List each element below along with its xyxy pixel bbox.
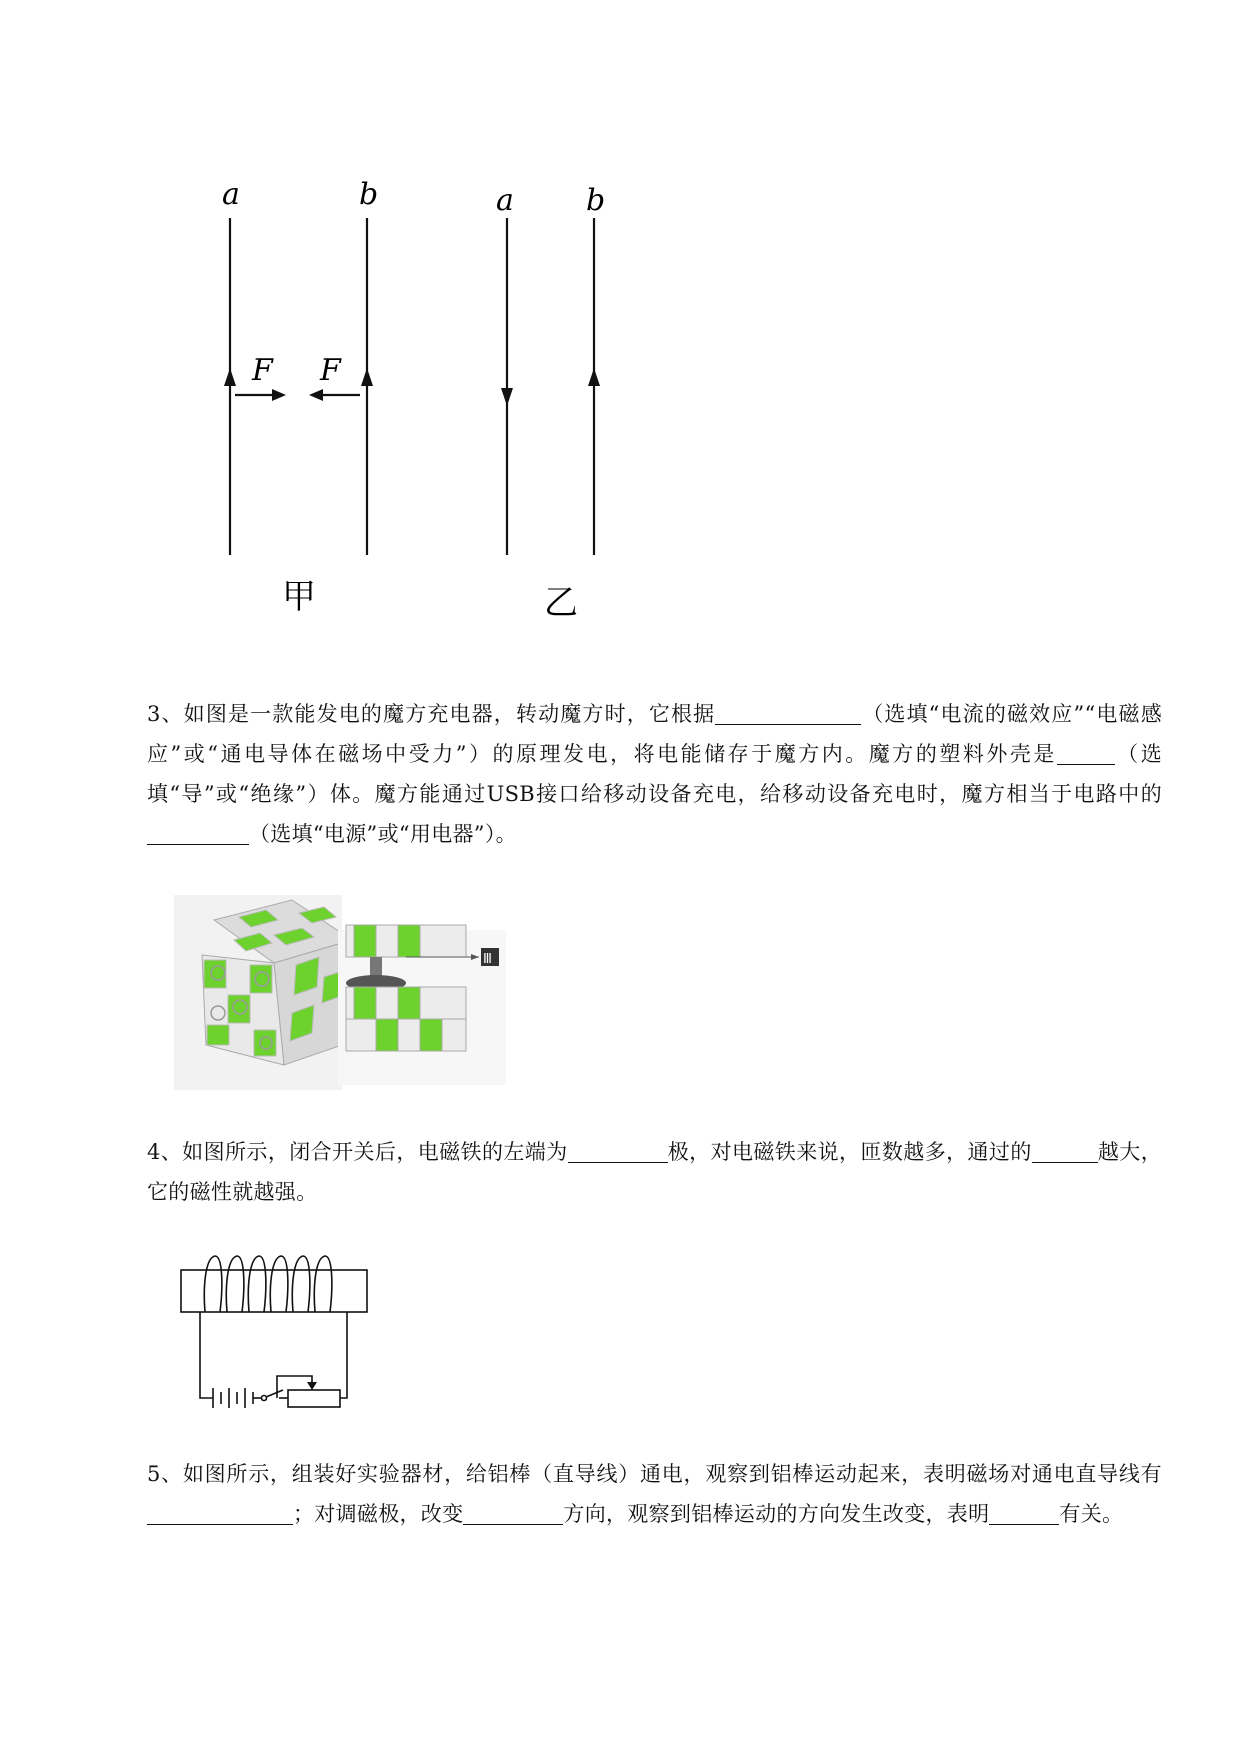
q4-text-2: 极，对电磁铁来说，匝数越多，通过的	[667, 1140, 1032, 1164]
switch-lever	[266, 1390, 283, 1397]
question-4	[147, 1132, 1162, 1212]
caption-yi: 乙	[544, 583, 578, 623]
q5-text-2: ；对调磁极，改变	[293, 1502, 464, 1526]
q5-blank-2[interactable]	[463, 1500, 563, 1525]
q3-text-3: （选填“导”或“绝缘”）体。魔方能通过USB接口给移动设备充电，给移动设备充电时，魔方相当于电路中的	[147, 742, 1162, 806]
label-a-yi: a	[496, 183, 514, 218]
q3-text-1: 3、如图是一款能发电的魔方充电器，转动魔方时，它根据	[147, 702, 716, 726]
figure-cube-charger	[174, 895, 574, 1090]
rheostat	[288, 1390, 340, 1407]
rubik-cube	[202, 900, 352, 1065]
q4-blank-2[interactable]	[1032, 1138, 1098, 1163]
coil	[204, 1256, 332, 1312]
wire-left	[200, 1312, 213, 1398]
parallel-wires-diagram	[200, 170, 660, 630]
q3-blank-2[interactable]	[1057, 740, 1115, 765]
label-a-jia: a	[222, 177, 240, 212]
q4-blank-1[interactable]	[568, 1138, 668, 1163]
caption-jia: 甲	[282, 577, 316, 617]
q5-text-3: 方向，观察到铝棒运动的方向发生改变，表明	[563, 1502, 990, 1526]
current-down-arrow-a-yi	[501, 388, 513, 406]
figure-parallel-wires	[200, 170, 660, 630]
magnet-label: Ⅲ	[483, 952, 492, 967]
q5-blank-3[interactable]	[989, 1500, 1059, 1525]
q3-text-4: （选填“电源”或“用电器”）。	[249, 822, 517, 846]
force-label-left: F	[252, 353, 273, 388]
current-up-arrow-b-yi	[588, 368, 600, 386]
question-3	[147, 694, 1162, 854]
current-up-arrow-a-jia	[224, 368, 236, 386]
force-arrowhead-left	[309, 389, 323, 401]
iron-core	[181, 1270, 367, 1312]
q5-blank-1[interactable]	[147, 1500, 293, 1525]
electromagnet-circuit-diagram	[175, 1248, 375, 1408]
question-5	[147, 1454, 1162, 1534]
figure-electromagnet-circuit	[175, 1248, 375, 1408]
q3-blank-1[interactable]	[715, 700, 861, 725]
q4-text-1: 4、如图所示，闭合开关后，电磁铁的左端为	[147, 1140, 568, 1164]
current-up-arrow-b-jia	[361, 368, 373, 386]
label-b-yi: b	[586, 183, 606, 218]
force-arrowhead-right	[272, 389, 286, 401]
q3-blank-3[interactable]	[147, 820, 249, 845]
q5-text-4: 有关。	[1059, 1502, 1124, 1526]
force-label-right: F	[320, 353, 341, 388]
label-b-jia: b	[359, 177, 379, 212]
slider-arrow	[307, 1382, 317, 1390]
battery-icon	[213, 1388, 253, 1408]
wire-right	[340, 1312, 347, 1398]
q3-text-2: （选填“电流的磁效应”“电磁感应”或“通电导体在磁场中受力”）的原理发电，将电能储存于魔方内。魔方的塑料外壳是	[147, 702, 1162, 766]
q5-text-1: 5、如图所示，组装好实验器材，给铝棒（直导线）通电，观察到铝棒运动起来，表明磁场对通电直导线有	[147, 1462, 1162, 1486]
rheostat-slider-wire	[277, 1376, 312, 1398]
cube-charger-image	[174, 895, 574, 1090]
q4-text-3: 越大，它的磁性就越强。	[147, 1140, 1163, 1204]
